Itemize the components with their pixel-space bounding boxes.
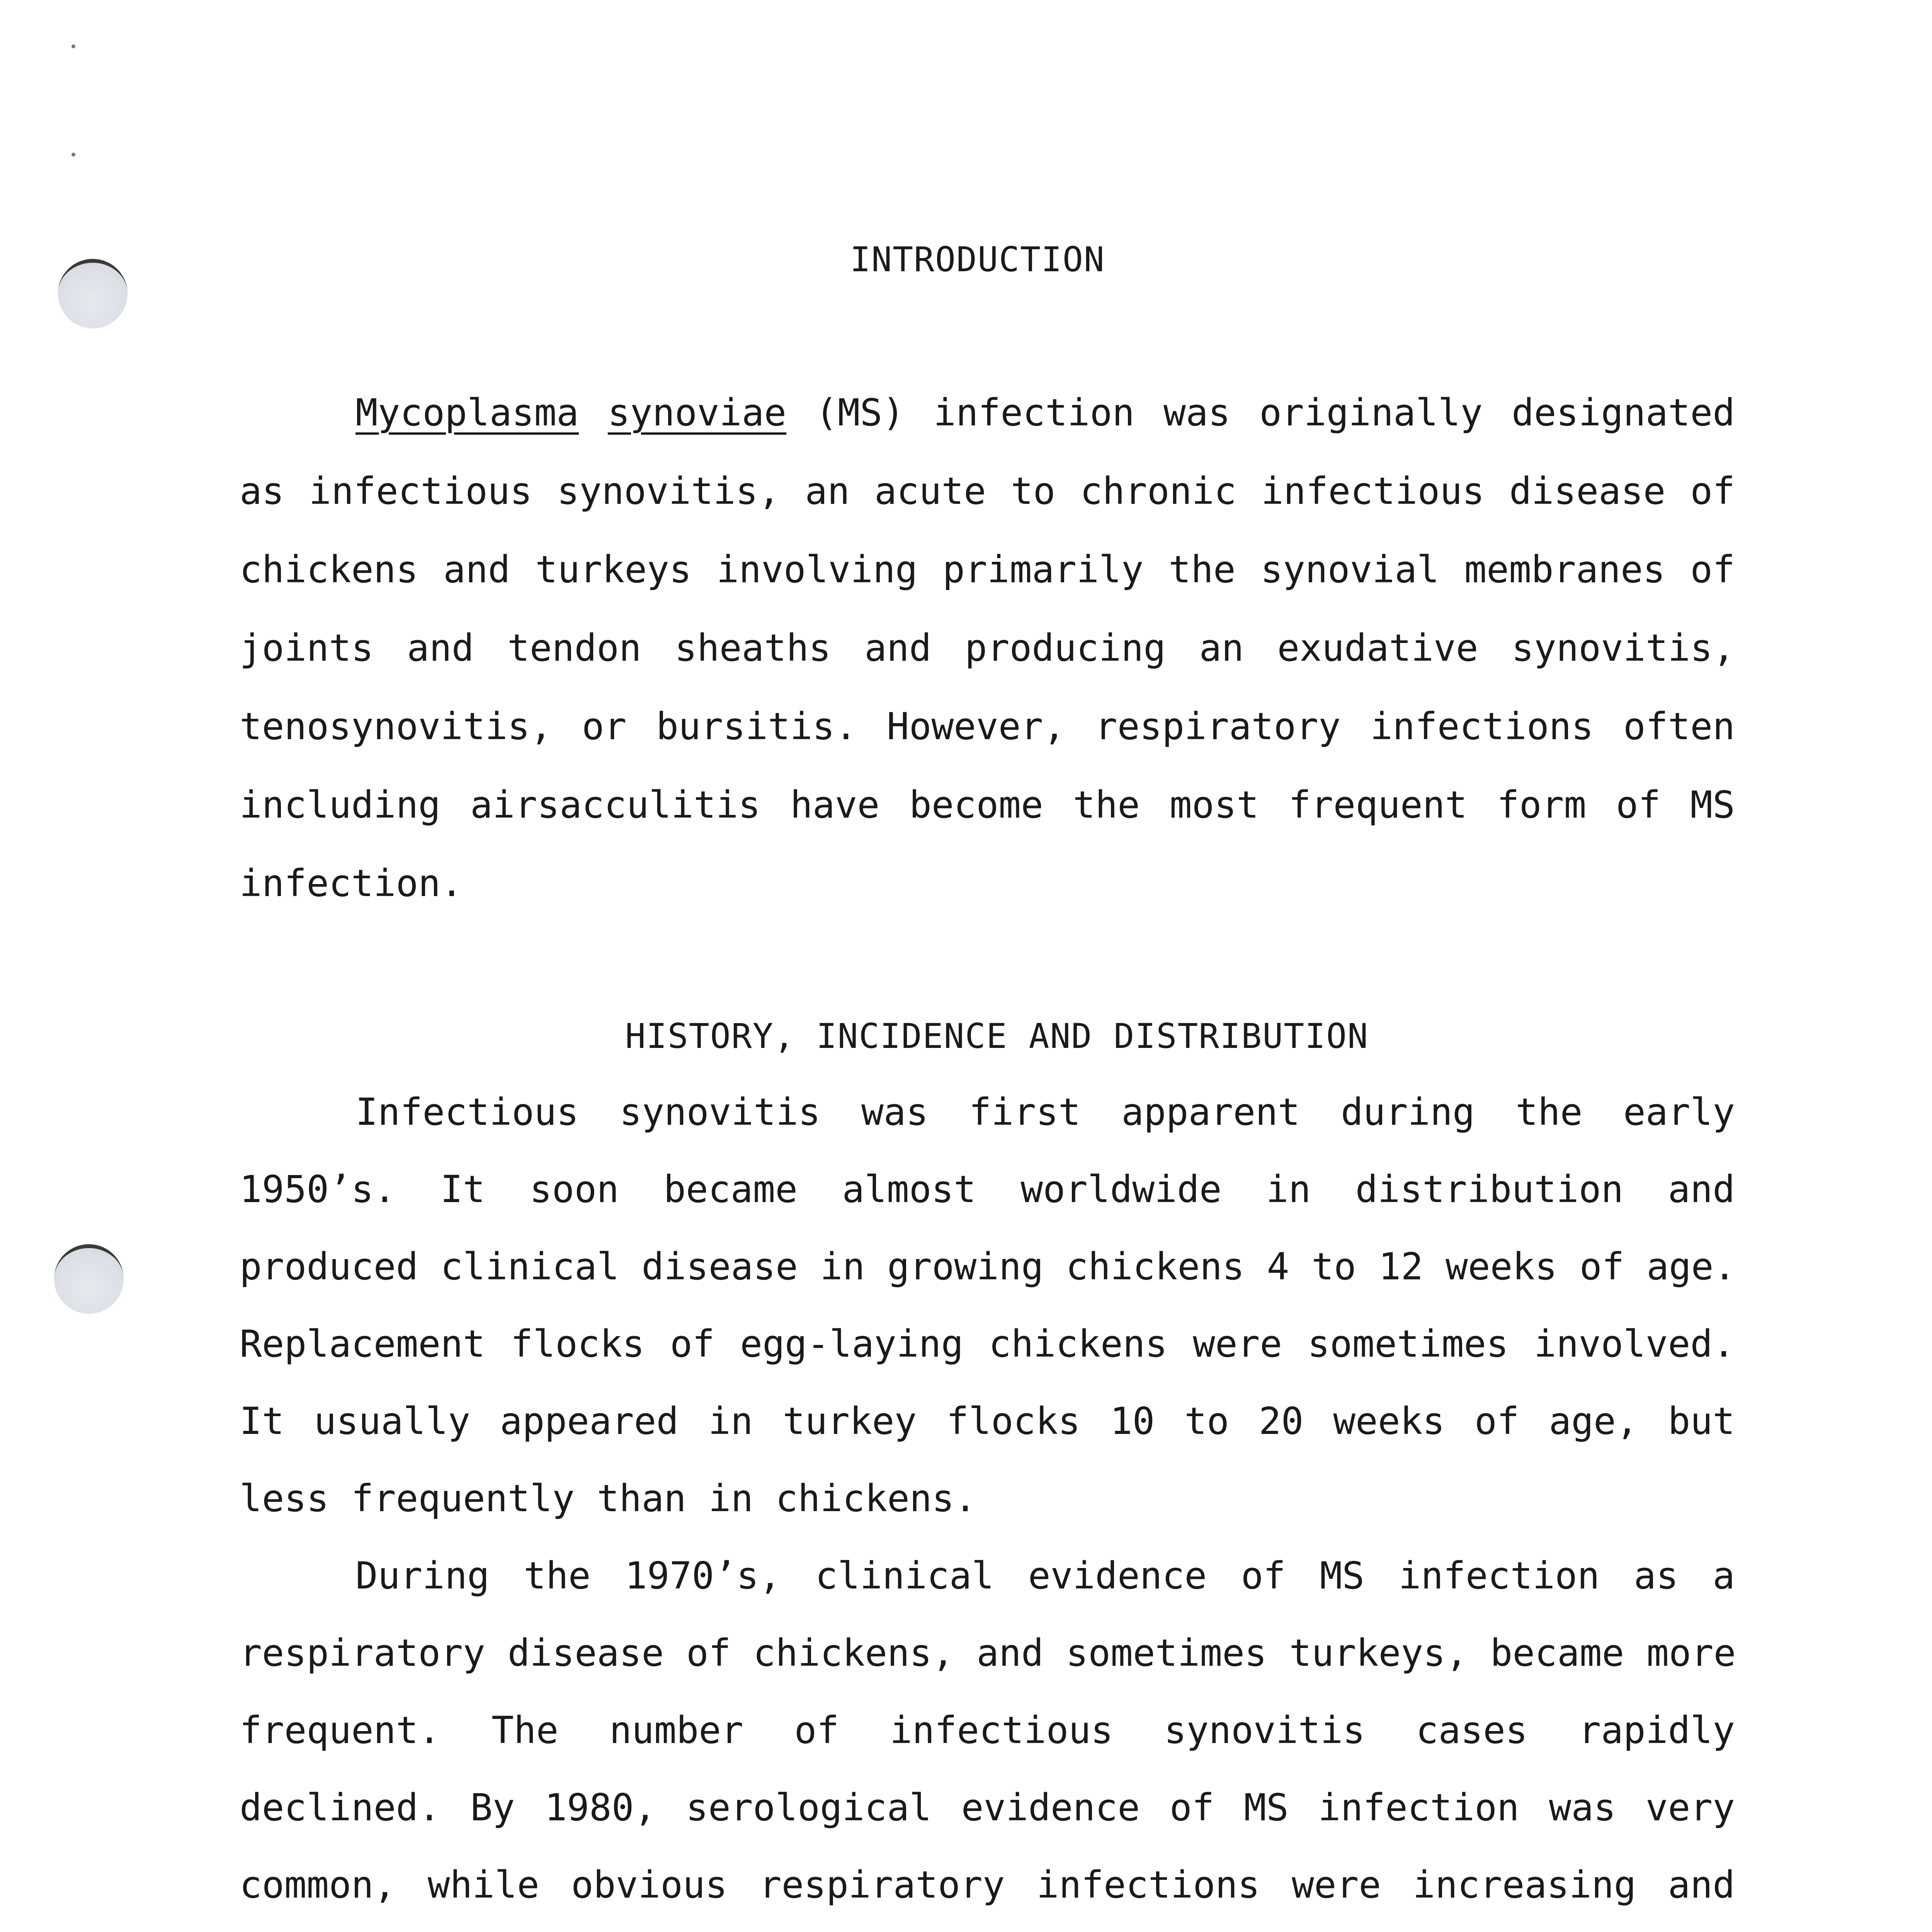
history-p2-line-1: During the 1970’s, clinical evidence of MS infection as a	[355, 1554, 1735, 1597]
intro-line-3: chickens and turkeys involving primarily the synovial membranes of	[240, 548, 1735, 591]
scan-speck	[71, 153, 75, 156]
intro-line-1	[355, 391, 1735, 434]
history-p1-line-2: 1950’s. It soon became almost worldwide in distribution and	[240, 1168, 1735, 1211]
intro-line-4: joints and tendon sheaths and producing an exudative synovitis,	[240, 626, 1735, 670]
history-p1-line-6: less frequently than in chickens.	[240, 1477, 977, 1520]
history-p2-line-5: common, while obvious respiratory infections were increasing and	[240, 1863, 1735, 1906]
term-genus: Mycoplasma	[355, 391, 579, 434]
history-p1-line-5: It usually appeared in turkey flocks 10 to 20 weeks of age, but	[240, 1400, 1735, 1443]
intro-line-7: infection.	[240, 862, 463, 905]
intro-line-5: tenosynovitis, or bursitis. However, respiratory infections often	[240, 705, 1735, 748]
history-heading: HISTORY, INCIDENCE AND DISTRIBUTION	[625, 1016, 1369, 1056]
history-p2-line-3: frequent. The number of infectious synovitis cases rapidly	[240, 1709, 1735, 1752]
intro-heading: INTRODUCTION	[850, 240, 1105, 279]
history-p1-line-3: produced clinical disease in growing chickens 4 to 12 weeks of age.	[240, 1245, 1736, 1288]
intro-line-6: including airsacculitis have become the most frequent form of MS	[240, 783, 1735, 827]
history-p1-line-4: Replacement flocks of egg-laying chickens were sometimes involved.	[240, 1322, 1735, 1366]
history-p1-line-1: Infectious synovitis was first apparent during the early	[355, 1090, 1735, 1134]
intro-line-1-rest: (MS) infection was originally designated	[786, 391, 1735, 434]
punch-hole-middle	[54, 1244, 124, 1314]
scan-speck	[71, 44, 75, 48]
intro-line-2: as infectious synovitis, an acute to chronic infectious disease of	[240, 469, 1735, 513]
history-p2-line-4: declined. By 1980, serological evidence of MS infection was very	[240, 1786, 1735, 1829]
term-species: synoviae	[607, 391, 787, 434]
history-p2-line-2: respiratory disease of chickens, and sometimes turkeys, became more	[240, 1631, 1736, 1675]
